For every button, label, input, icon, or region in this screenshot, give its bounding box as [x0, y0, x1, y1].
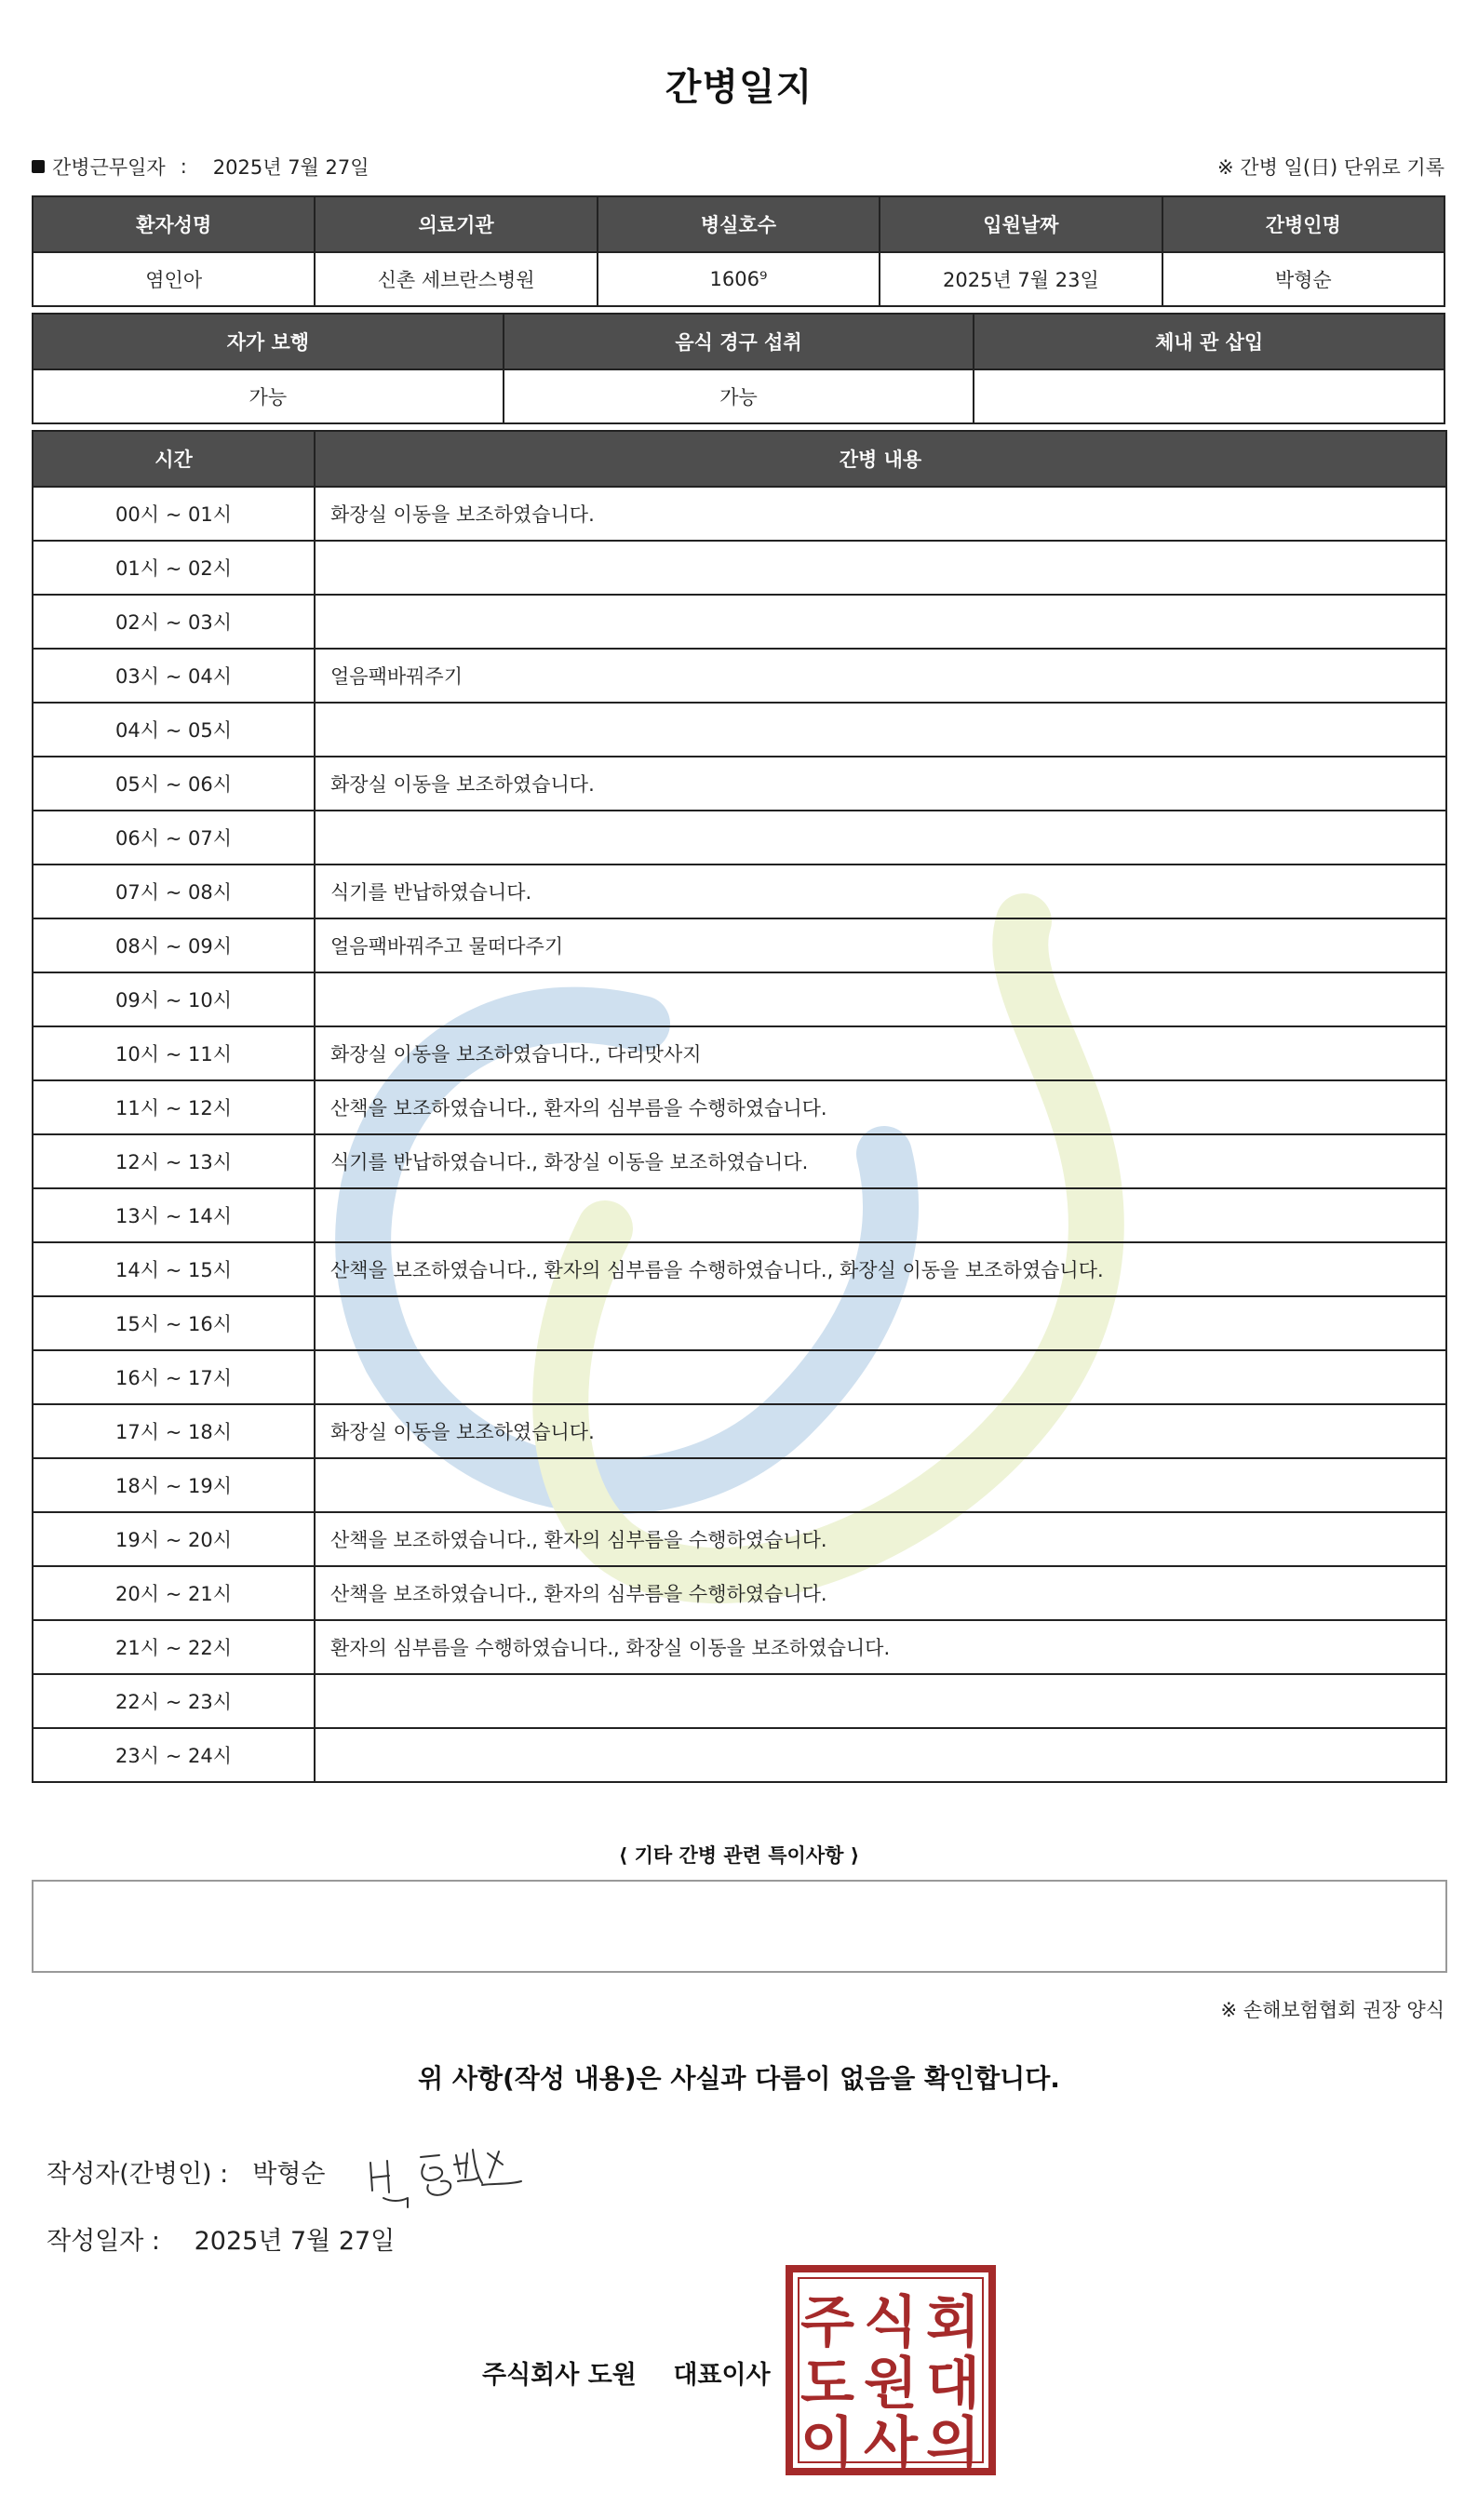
svg-text:원: 원: [864, 2352, 918, 2417]
care-content-cell: [315, 541, 1446, 595]
hospital-value: 신촌 세브란스병원: [315, 252, 597, 306]
time-slot-cell: 12시 ~ 13시: [33, 1134, 315, 1188]
care-content-cell: 산책을 보조하였습니다., 환자의 심부름을 수행하였습니다., 화장실 이동을 보조하였습니다.: [315, 1242, 1446, 1296]
company-seal-stamp: [786, 2265, 996, 2475]
care-log-table: [32, 430, 1447, 1783]
time-slot-cell: 18시 ~ 19시: [33, 1458, 315, 1512]
care-content-cell: 산책을 보조하였습니다., 환자의 심부름을 수행하였습니다.: [315, 1566, 1446, 1620]
time-slot-cell: 00시 ~ 01시: [33, 487, 315, 541]
table-row: [33, 703, 1446, 757]
table-row: [33, 1242, 1446, 1296]
time-slot-cell: 21시 ~ 22시: [33, 1620, 315, 1674]
time-slot-cell: 16시 ~ 17시: [33, 1350, 315, 1404]
self-walking-value: 가능: [33, 369, 504, 423]
company-name: 주식회사 도원: [482, 2361, 637, 2390]
table-row: [33, 1620, 1446, 1674]
table-row: [33, 1728, 1446, 1782]
table-row: [33, 1296, 1446, 1350]
care-content-cell: [315, 1728, 1446, 1782]
time-slot-cell: 15시 ~ 16시: [33, 1296, 315, 1350]
svg-text:주: 주: [800, 2290, 854, 2355]
care-content-cell: [315, 1674, 1446, 1728]
bullet-square-icon: [32, 160, 45, 173]
care-content-cell: 화장실 이동을 보조하였습니다.: [315, 487, 1446, 541]
svg-text:도: 도: [800, 2352, 854, 2417]
care-content-cell: [315, 811, 1446, 865]
table-row: [33, 541, 1446, 595]
care-content-cell: 산책을 보조하였습니다., 환자의 심부름을 수행하였습니다.: [315, 1080, 1446, 1134]
time-slot-cell: 19시 ~ 20시: [33, 1512, 315, 1566]
table-row: [33, 865, 1446, 918]
time-slot-cell: 03시 ~ 04시: [33, 649, 315, 703]
written-date-row: [47, 2220, 395, 2257]
table-row: [33, 1080, 1446, 1134]
care-content-cell: 화장실 이동을 보조하였습니다.: [315, 757, 1446, 811]
header-hospital: 의료기관: [315, 196, 597, 252]
written-date-label: 작성일자 :: [47, 2227, 161, 2256]
care-content-cell: 얼음팩바꿔주고 물떠다주기: [315, 918, 1446, 972]
table-row: [33, 1458, 1446, 1512]
time-slot-cell: 22시 ~ 23시: [33, 1674, 315, 1728]
care-content-cell: [315, 972, 1446, 1026]
writer-row: [47, 2153, 326, 2190]
header-room-number: 병실호수: [598, 196, 880, 252]
table-row: [33, 1512, 1446, 1566]
time-slot-cell: 20시 ~ 21시: [33, 1566, 315, 1620]
table-row: [33, 595, 1446, 649]
table-row: [33, 649, 1446, 703]
care-content-cell: 얼음팩바꿔주기: [315, 649, 1446, 703]
time-slot-cell: 23시 ~ 24시: [33, 1728, 315, 1782]
time-slot-cell: 08시 ~ 09시: [33, 918, 315, 972]
table-row: [33, 1674, 1446, 1728]
header-time: 시간: [33, 431, 315, 487]
time-slot-cell: 07시 ~ 08시: [33, 865, 315, 918]
page-title: 간병일지: [665, 66, 813, 109]
time-slot-cell: 09시 ~ 10시: [33, 972, 315, 1026]
written-date-value: 2025년 7월 27일: [194, 2227, 396, 2256]
patient-info-table: [32, 195, 1445, 307]
tube-insertion-value: [974, 369, 1444, 423]
confirmation-statement: 위 사항(작성 내용)은 사실과 다름이 없음을 확인합니다.: [418, 2063, 1060, 2094]
care-content-cell: 화장실 이동을 보조하였습니다.: [315, 1404, 1446, 1458]
header-patient-name: 환자성명: [33, 196, 315, 252]
care-content-cell: [315, 1350, 1446, 1404]
company-sign-row: [482, 2354, 771, 2391]
time-slot-cell: 01시 ~ 02시: [33, 541, 315, 595]
ceo-label: 대표이사: [673, 2361, 771, 2390]
work-date-value: 2025년 7월 27일: [212, 156, 370, 179]
time-slot-cell: 02시 ~ 03시: [33, 595, 315, 649]
care-content-cell: [315, 1458, 1446, 1512]
table-row: [33, 1026, 1446, 1080]
time-slot-cell: 17시 ~ 18시: [33, 1404, 315, 1458]
table-row: [33, 972, 1446, 1026]
svg-text:사: 사: [864, 2411, 918, 2475]
table-row: [33, 1404, 1446, 1458]
time-slot-cell: 13시 ~ 14시: [33, 1188, 315, 1242]
work-date-label: 간병근무일자: [52, 156, 166, 179]
table-row: [33, 1134, 1446, 1188]
care-content-cell: 식기를 반납하였습니다., 화장실 이동을 보조하였습니다.: [315, 1134, 1446, 1188]
record-unit-note: ※ 간병 일(日) 단위로 기록: [1217, 156, 1444, 179]
time-slot-cell: 06시 ~ 07시: [33, 811, 315, 865]
time-slot-cell: 14시 ~ 15시: [33, 1242, 315, 1296]
writer-name: 박형순: [252, 2160, 326, 2189]
svg-text:의: 의: [926, 2411, 980, 2475]
time-slot-cell: 05시 ~ 06시: [33, 757, 315, 811]
time-slot-cell: 10시 ~ 11시: [33, 1026, 315, 1080]
table-row: [33, 1566, 1446, 1620]
handwritten-signature: [363, 2137, 531, 2211]
svg-text:대: 대: [926, 2352, 980, 2417]
extra-notes-box: [32, 1880, 1447, 1973]
care-content-cell: 환자의 심부름을 수행하였습니다., 화장실 이동을 보조하였습니다.: [315, 1620, 1446, 1674]
care-content-cell: 식기를 반납하였습니다.: [315, 865, 1446, 918]
table-row: [33, 487, 1446, 541]
care-content-cell: [315, 595, 1446, 649]
table-row: [33, 918, 1446, 972]
time-slot-cell: 11시 ~ 12시: [33, 1080, 315, 1134]
oral-intake-value: 가능: [504, 369, 974, 423]
header-tube-insertion: 체내 관 삽입: [974, 314, 1444, 369]
work-date-row: [32, 153, 370, 181]
header-self-walking: 자가 보행: [33, 314, 504, 369]
svg-text:회: 회: [926, 2290, 980, 2355]
svg-text:식: 식: [864, 2290, 918, 2355]
header-caregiver-name: 간병인명: [1162, 196, 1444, 252]
table-row: [33, 757, 1446, 811]
room-number-value: 1606⁹: [598, 252, 880, 306]
recommended-form-note: ※ 손해보험협회 권장 양식: [1220, 1999, 1444, 2021]
patient-status-table: [32, 313, 1445, 424]
writer-label: 작성자(간병인) :: [47, 2160, 229, 2189]
header-admission-date: 입원날짜: [880, 196, 1162, 252]
table-row: [33, 1350, 1446, 1404]
work-date-separator: :: [180, 155, 187, 178]
patient-name-value: 염인아: [33, 252, 315, 306]
extra-notes-title: ⟨ 기타 간병 관련 특이사항 ⟩: [618, 1844, 860, 1867]
time-slot-cell: 04시 ~ 05시: [33, 703, 315, 757]
table-row: [33, 1188, 1446, 1242]
care-content-cell: [315, 1296, 1446, 1350]
admission-date-value: 2025년 7월 23일: [880, 252, 1162, 306]
care-content-cell: [315, 1188, 1446, 1242]
header-care-content: 간병 내용: [315, 431, 1446, 487]
caregiver-name-value: 박형순: [1162, 252, 1444, 306]
svg-text:이: 이: [800, 2411, 854, 2475]
care-content-cell: 산책을 보조하였습니다., 환자의 심부름을 수행하였습니다.: [315, 1512, 1446, 1566]
header-oral-intake: 음식 경구 섭취: [504, 314, 974, 369]
table-row: [33, 811, 1446, 865]
care-content-cell: [315, 703, 1446, 757]
care-content-cell: 화장실 이동을 보조하였습니다., 다리맛사지: [315, 1026, 1446, 1080]
